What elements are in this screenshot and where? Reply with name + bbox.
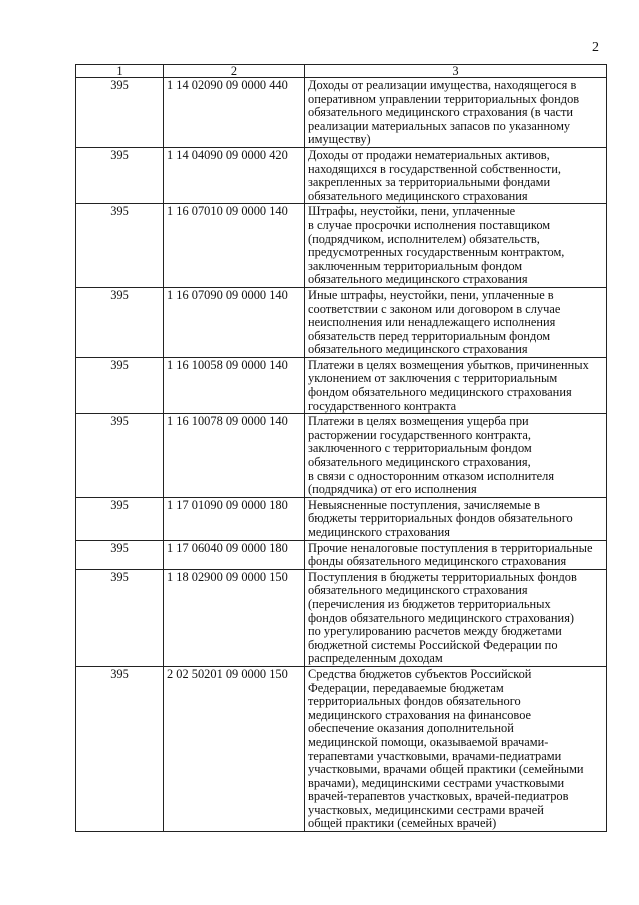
budget-code-cell: 1 16 07090 09 0000 140 (164, 287, 305, 357)
description-line: бюджетной системы Российской Федерации по (308, 637, 558, 652)
description-cell (305, 497, 607, 540)
table-body (76, 78, 607, 832)
description-line: врачами), медицинскими сестрами участковыми (308, 775, 565, 790)
description-line: уклонением от заключения с территориальным (308, 371, 558, 386)
page-number: 2 (592, 40, 599, 55)
budget-code-cell: 1 17 01090 09 0000 180 (164, 497, 305, 540)
budget-code-cell: 1 18 02900 09 0000 150 (164, 569, 305, 666)
admin-code-cell: 395 (76, 497, 164, 540)
description-line: по урегулированию расчетов между бюджетами (308, 624, 562, 639)
description-line: медицинского страхования на финансовое (308, 707, 532, 722)
description-line: обязательного медицинского страхования, (308, 455, 531, 470)
description-cell (305, 147, 607, 203)
admin-code-cell: 395 (76, 666, 164, 831)
table-header-row (76, 65, 607, 78)
description-cell (305, 78, 607, 148)
description-cell (305, 204, 607, 288)
admin-code-cell: 395 (76, 357, 164, 413)
description-line: обязательного медицинского страхования (308, 188, 528, 203)
table-row (76, 569, 607, 666)
description-line: Платежи в целях возмещения ущерба при (308, 414, 529, 429)
table-row (76, 78, 607, 148)
description-line: медицинского страхования (308, 525, 450, 539)
description-cell (305, 357, 607, 413)
description-line: медицинской помощи, оказываемой врачами- (308, 734, 549, 749)
table-row (76, 287, 607, 357)
description-line: реализации материальных запасов по указанному (308, 118, 571, 133)
description-line: фондом обязательного медицинского страхования (308, 385, 572, 400)
description-line: обязательного медицинского страхования (308, 272, 528, 287)
table-row (76, 497, 607, 540)
description-cell (305, 287, 607, 357)
description-line: врачей-терапевтов участковых, врачей-педиатров (308, 789, 569, 804)
admin-code-cell: 395 (76, 147, 164, 203)
description-line: Штрафы, неустойки, пени, уплаченные (308, 204, 516, 219)
table-row (76, 666, 607, 831)
description-line: неисполнения или ненадлежащего исполнения (308, 315, 556, 330)
description-line: участковых, медицинскими сестрами врачей (308, 802, 544, 817)
column-header-2: 2 (164, 65, 305, 78)
description-line: в связи с односторонним отказом исполнителя (308, 468, 555, 483)
description-line: Поступления в бюджеты территориальных фондов (308, 569, 577, 584)
budget-code-cell: 1 16 10078 09 0000 140 (164, 414, 305, 498)
description-line: оперативном управлении территориальных фондов (308, 91, 580, 106)
description-line: Федерации, передаваемые бюджетам (308, 680, 504, 695)
budget-code-cell: 1 16 07010 09 0000 140 (164, 204, 305, 288)
admin-code-cell: 395 (76, 287, 164, 357)
budget-code-cell: 1 14 02090 09 0000 440 (164, 78, 305, 148)
table-row (76, 204, 607, 288)
description-line: Невыясненные поступления, зачисляемые в (308, 497, 540, 512)
description-line: заключенного с территориальным фондом (308, 441, 532, 456)
description-line: территориальных фондов обязательного (308, 694, 521, 709)
description-line: обязательного медицинского страхования (в части (308, 105, 574, 120)
table-row (76, 414, 607, 498)
description-line: заключенным территориальным фондом (308, 258, 523, 273)
admin-code-cell: 395 (76, 204, 164, 288)
description-line: находящихся в государственной собственности, (308, 161, 561, 176)
budget-code-cell: 2 02 50201 09 0000 150 (164, 666, 305, 831)
column-header-3: 3 (305, 65, 607, 78)
description-line: имуществу) (308, 132, 371, 147)
description-line: расторжении государственного контракта, (308, 427, 531, 442)
description-line: (подрядчиком, исполнителем) обязательств, (308, 231, 540, 246)
budget-revenue-table (75, 64, 607, 832)
table-header (76, 65, 607, 78)
table-row (76, 357, 607, 413)
budget-code-cell: 1 14 04090 09 0000 420 (164, 147, 305, 203)
description-line: (подрядчика) от его исполнения (308, 482, 477, 497)
description-line: Доходы от продажи нематериальных активов, (308, 147, 550, 162)
description-line: обязательств перед территориальным фондом (308, 328, 551, 343)
description-line: Иные штрафы, неустойки, пени, уплаченные в (308, 287, 554, 302)
description-line: в случае просрочки исполнения поставщиком (308, 217, 551, 232)
description-line: Доходы от реализации имущества, находящегося в (308, 78, 577, 92)
budget-code-cell: 1 16 10058 09 0000 140 (164, 357, 305, 413)
description-cell (305, 540, 607, 569)
description-line: бюджеты территориальных фондов обязательного (308, 511, 573, 526)
table-row (76, 147, 607, 203)
budget-code-cell: 1 17 06040 09 0000 180 (164, 540, 305, 569)
description-line: фондов обязательного медицинского страхования) (308, 610, 575, 625)
description-line: (перечисления из бюджетов территориальных (308, 596, 551, 611)
description-line: участковыми, врачами общей практики (семейными (308, 762, 584, 777)
description-line: закрепленных за территориальными фондами (308, 175, 551, 190)
table-row (76, 540, 607, 569)
description-line: обеспечение оказания дополнительной (308, 721, 514, 736)
description-line: Платежи в целях возмещения убытков, причиненных (308, 357, 589, 372)
description-cell (305, 666, 607, 831)
admin-code-cell: 395 (76, 540, 164, 569)
admin-code-cell: 395 (76, 78, 164, 148)
description-line: соответствии с законом или договором в случае (308, 301, 561, 316)
description-line: Прочие неналоговые поступления в территориальные (308, 540, 593, 555)
description-cell (305, 569, 607, 666)
column-header-1: 1 (76, 65, 164, 78)
admin-code-cell: 395 (76, 414, 164, 498)
description-line: фонды обязательного медицинского страхования (308, 554, 567, 569)
description-line: терапевтами участковыми, врачами-педиатрами (308, 748, 562, 763)
description-line: распределенным доходам (308, 651, 443, 666)
description-line: Средства бюджетов субъектов Российской (308, 666, 532, 681)
description-cell (305, 414, 607, 498)
description-line: предусмотренных государственным контрактом, (308, 245, 565, 260)
description-line: государственного контракта (308, 398, 457, 413)
admin-code-cell: 395 (76, 569, 164, 666)
description-line: обязательного медицинского страхования (308, 342, 528, 357)
description-line: обязательного медицинского страхования (308, 583, 528, 598)
description-line: общей практики (семейных врачей) (308, 816, 497, 831)
